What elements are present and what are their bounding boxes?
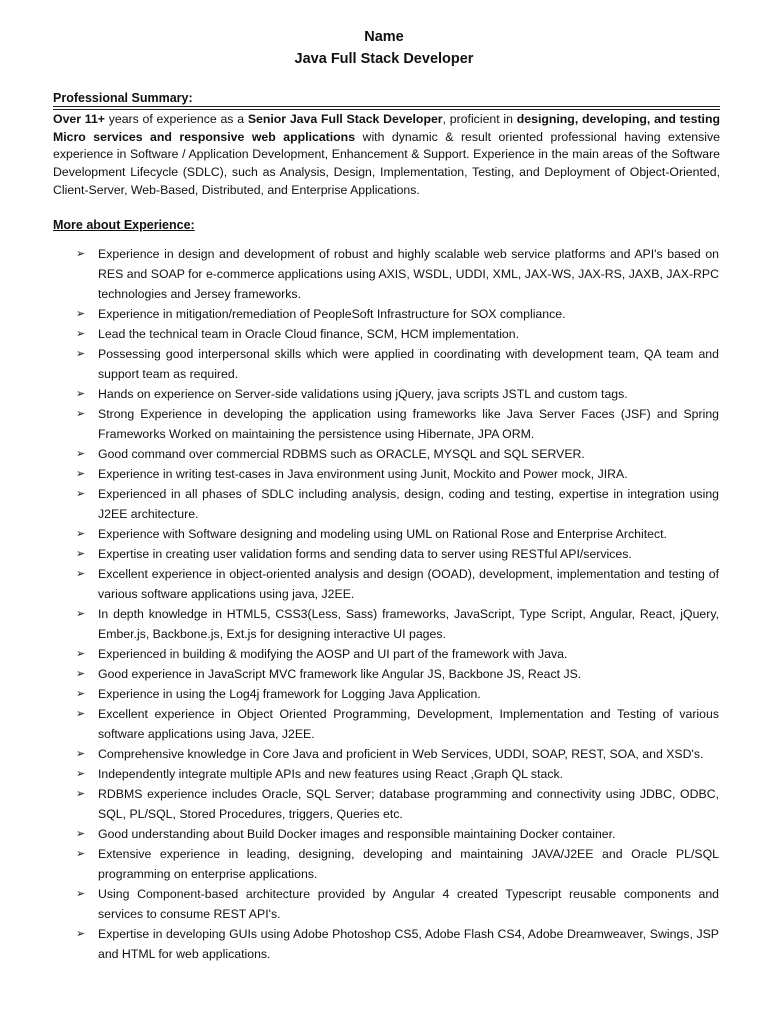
arrow-bullet-icon: ➢ — [76, 468, 86, 480]
section-divider — [53, 106, 720, 107]
experience-item — [0, 384, 719, 404]
summary-part: with dynamic & result oriented professional having extensive experience in Software / Application Development, Enhancement & Support. Experience in the main areas of the Software Development Lifecycle (SDLC), such as Analysis, Design, Implementation, Testing, and Deployment of Object-Oriented, Client-Server, Web-Based, Distributed, and Enterprise Applications. — [53, 129, 720, 197]
experience-item-text: Experience in using the Log4j framework for Logging Java Application. — [98, 687, 481, 701]
arrow-bullet-icon: ➢ — [76, 828, 86, 840]
experience-item — [0, 404, 719, 444]
job-title: Java Full Stack Developer — [294, 51, 474, 67]
arrow-bullet-icon: ➢ — [76, 488, 86, 500]
arrow-bullet-icon: ➢ — [76, 888, 86, 900]
experience-item — [0, 824, 719, 844]
arrow-bullet-icon: ➢ — [76, 568, 86, 580]
experience-item-text: Experience in writing test-cases in Java environment using Junit, Mockito and Power mock, JIRA. — [98, 467, 628, 481]
experience-item — [0, 344, 719, 384]
professional-summary-heading: Professional Summary: — [53, 91, 193, 105]
experience-item — [0, 524, 719, 544]
experience-item — [0, 544, 719, 564]
summary-part: Senior Java Full Stack Developer — [247, 112, 443, 126]
arrow-bullet-icon: ➢ — [76, 928, 86, 940]
experience-item-text: Lead the technical team in Oracle Cloud finance, SCM, HCM implementation. — [98, 327, 520, 341]
experience-list — [0, 244, 768, 964]
experience-item — [0, 844, 719, 884]
candidate-name: Name — [364, 29, 404, 45]
experience-item-text: Experienced in building & modifying the AOSP and UI part of the framework with Java. — [98, 647, 568, 661]
experience-item — [0, 884, 719, 924]
experience-item — [0, 664, 719, 684]
arrow-bullet-icon: ➢ — [76, 668, 86, 680]
arrow-bullet-icon: ➢ — [76, 308, 86, 320]
experience-item-text: Strong Experience in developing the application using frameworks like Java Server Faces (JSF) and Spring Frameworks Worked on maintaining the persistence using Hibernate, JPA ORM. — [98, 407, 719, 441]
summary-part: designing, developing, and testing Micro services and responsive web applications — [53, 112, 720, 144]
experience-item-text: Possessing good interpersonal skills which were applied in coordinating with development team, QA team and support team as required. — [98, 347, 719, 381]
experience-heading: More about Experience: — [53, 218, 195, 232]
experience-item — [0, 764, 719, 784]
professional-summary-text — [53, 111, 720, 200]
experience-item — [0, 784, 719, 824]
experience-item-text: Expertise in developing GUIs using Adobe Photoshop CS5, Adobe Flash CS4, Adobe Dreamweaver, Swings, JSP and HTML for web applications. — [98, 927, 719, 961]
experience-item-text: Experienced in all phases of SDLC including analysis, design, coding and testing, expertise in integration using J2EE architecture. — [98, 487, 719, 521]
experience-item-text: Extensive experience in leading, designing, developing and maintaining JAVA/J2EE and Oracle PL/SQL programming on enterprise applications. — [98, 847, 719, 881]
experience-item — [0, 744, 719, 764]
experience-item — [0, 244, 719, 304]
experience-item — [0, 304, 719, 324]
experience-item — [0, 484, 719, 524]
experience-item-text: Good command over commercial RDBMS such as ORACLE, MYSQL and SQL SERVER. — [98, 447, 585, 461]
arrow-bullet-icon: ➢ — [76, 528, 86, 540]
arrow-bullet-icon: ➢ — [76, 408, 86, 420]
arrow-bullet-icon: ➢ — [76, 708, 86, 720]
section-divider — [53, 109, 720, 110]
arrow-bullet-icon: ➢ — [76, 328, 86, 340]
experience-item-text: Comprehensive knowledge in Core Java and proficient in Web Services, UDDI, SOAP, REST, SOA, and XSD's. — [98, 747, 704, 761]
experience-item-text: Independently integrate multiple APIs and new features using React ,Graph QL stack. — [98, 767, 564, 781]
experience-item-text: Experience in mitigation/remediation of PeopleSoft Infrastructure for SOX compliance. — [98, 307, 566, 321]
experience-item-text: Experience with Software designing and modeling using UML on Rational Rose and Enterprise Architect. — [98, 527, 667, 541]
arrow-bullet-icon: ➢ — [76, 688, 86, 700]
arrow-bullet-icon: ➢ — [76, 448, 86, 460]
arrow-bullet-icon: ➢ — [76, 348, 86, 360]
experience-item-text: Expertise in creating user validation forms and sending data to server using RESTful API/services. — [98, 547, 632, 561]
experience-item — [0, 444, 719, 464]
experience-item — [0, 684, 719, 704]
experience-item-text: Good experience in JavaScript MVC framework like Angular JS, Backbone JS, React JS. — [98, 667, 582, 681]
summary-part: , proficient in — [442, 112, 517, 126]
experience-item-text: In depth knowledge in HTML5, CSS3(Less, Sass) frameworks, JavaScript, Type Script, Angular, React, jQuery, Ember.js, Backbone.js, Ext.js for designing interactive UI pages. — [98, 607, 719, 641]
arrow-bullet-icon: ➢ — [76, 648, 86, 660]
summary-part: Over 11+ — [53, 112, 105, 126]
experience-item — [0, 604, 719, 644]
arrow-bullet-icon: ➢ — [76, 608, 86, 620]
experience-item-text: Excellent experience in Object Oriented Programming, Development, Implementation and Testing of various software applications using Java, J2EE. — [98, 707, 719, 741]
experience-item — [0, 924, 719, 964]
experience-item — [0, 644, 719, 664]
experience-item-text: Excellent experience in object-oriented analysis and design (OOAD), development, implementation and testing of various software applications using java, J2EE. — [98, 567, 719, 601]
arrow-bullet-icon: ➢ — [76, 848, 86, 860]
arrow-bullet-icon: ➢ — [76, 548, 86, 560]
arrow-bullet-icon: ➢ — [76, 768, 86, 780]
experience-item-text: Hands on experience on Server-side validations using jQuery, java scripts JSTL and custom tags. — [98, 387, 628, 401]
experience-item-text: Using Component-based architecture provided by Angular 4 created Typescript reusable components and services to consume REST API's. — [98, 887, 719, 921]
arrow-bullet-icon: ➢ — [76, 388, 86, 400]
experience-item — [0, 464, 719, 484]
summary-part: years of experience as a — [104, 112, 248, 126]
experience-item — [0, 704, 719, 744]
arrow-bullet-icon: ➢ — [76, 748, 86, 760]
arrow-bullet-icon: ➢ — [76, 788, 86, 800]
experience-item-text: RDBMS experience includes Oracle, SQL Server; database programming and connectivity using JDBC, ODBC, SQL, PL/SQL, Stored Procedures, triggers, Queries etc. — [98, 787, 719, 821]
experience-item-text: Good understanding about Build Docker images and responsible maintaining Docker container. — [98, 827, 616, 841]
experience-item-text: Experience in design and development of robust and highly scalable web service platforms and API's based on RES and SOAP for e-commerce applications using AXIS, WSDL, UDDI, XML, JAX-WS, JAX-RS, JAXB, JAX-RPC technologies and Jersey frameworks. — [98, 247, 719, 301]
experience-item — [0, 324, 719, 344]
arrow-bullet-icon: ➢ — [76, 248, 86, 260]
experience-item — [0, 564, 719, 604]
